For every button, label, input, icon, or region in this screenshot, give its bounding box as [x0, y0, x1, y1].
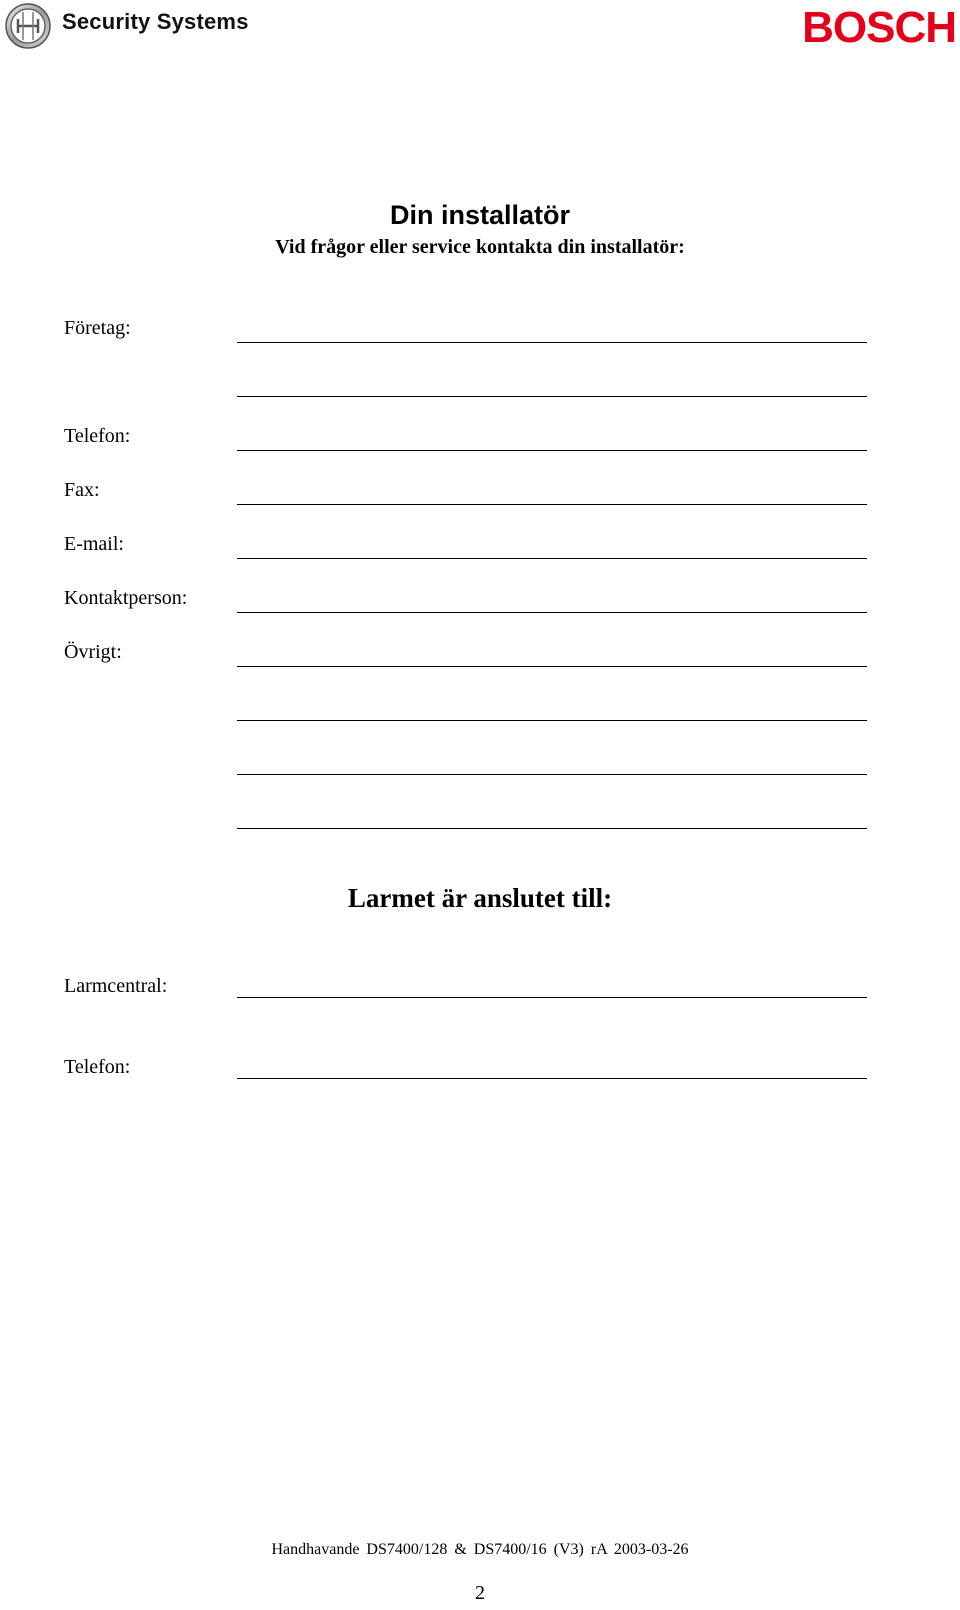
field-label-foretag: Företag:	[64, 317, 131, 339]
fill-line-email[interactable]	[237, 558, 867, 559]
field-label-kontaktperson: Kontaktperson:	[64, 587, 188, 609]
field-label-fax: Fax:	[64, 479, 100, 501]
fill-line-larmcentral[interactable]	[237, 997, 867, 998]
footer-doc-reference: Handhavande DS7400/128 & DS7400/16 (V3) rA 2003-03-26	[271, 1541, 689, 1558]
fill-line-telefon[interactable]	[237, 450, 867, 451]
bosch-logo: BOSCH	[802, 3, 956, 52]
fill-line-fax[interactable]	[237, 504, 867, 505]
page-header	[0, 0, 960, 60]
fill-line-kontaktperson[interactable]	[237, 612, 867, 613]
fill-line-foretag[interactable]	[237, 342, 867, 343]
alarm-section-title: Larmet är anslutet till:	[347, 883, 613, 913]
page-number: 2	[475, 1582, 485, 1604]
bosch-armature-icon	[4, 2, 52, 50]
fill-line-ovrigt-4[interactable]	[237, 828, 867, 829]
brand-subtitle: Security Systems	[62, 9, 249, 34]
field-label-larmcentral: Larmcentral:	[64, 975, 168, 997]
field-label-larm-telefon: Telefon:	[64, 1056, 131, 1078]
fill-line-larm-telefon[interactable]	[237, 1078, 867, 1079]
fill-line-ovrigt-2[interactable]	[237, 720, 867, 721]
fill-line-ovrigt[interactable]	[237, 666, 867, 667]
fill-line-foretag-2[interactable]	[237, 396, 867, 397]
installer-subtitle: Vid frågor eller service kontakta din installatör:	[275, 236, 685, 258]
fill-line-ovrigt-3[interactable]	[237, 774, 867, 775]
field-label-telefon: Telefon:	[64, 425, 131, 447]
field-label-ovrigt: Övrigt:	[64, 641, 122, 663]
field-label-email: E-mail:	[64, 533, 124, 555]
installer-title: Din installatör	[389, 200, 571, 230]
